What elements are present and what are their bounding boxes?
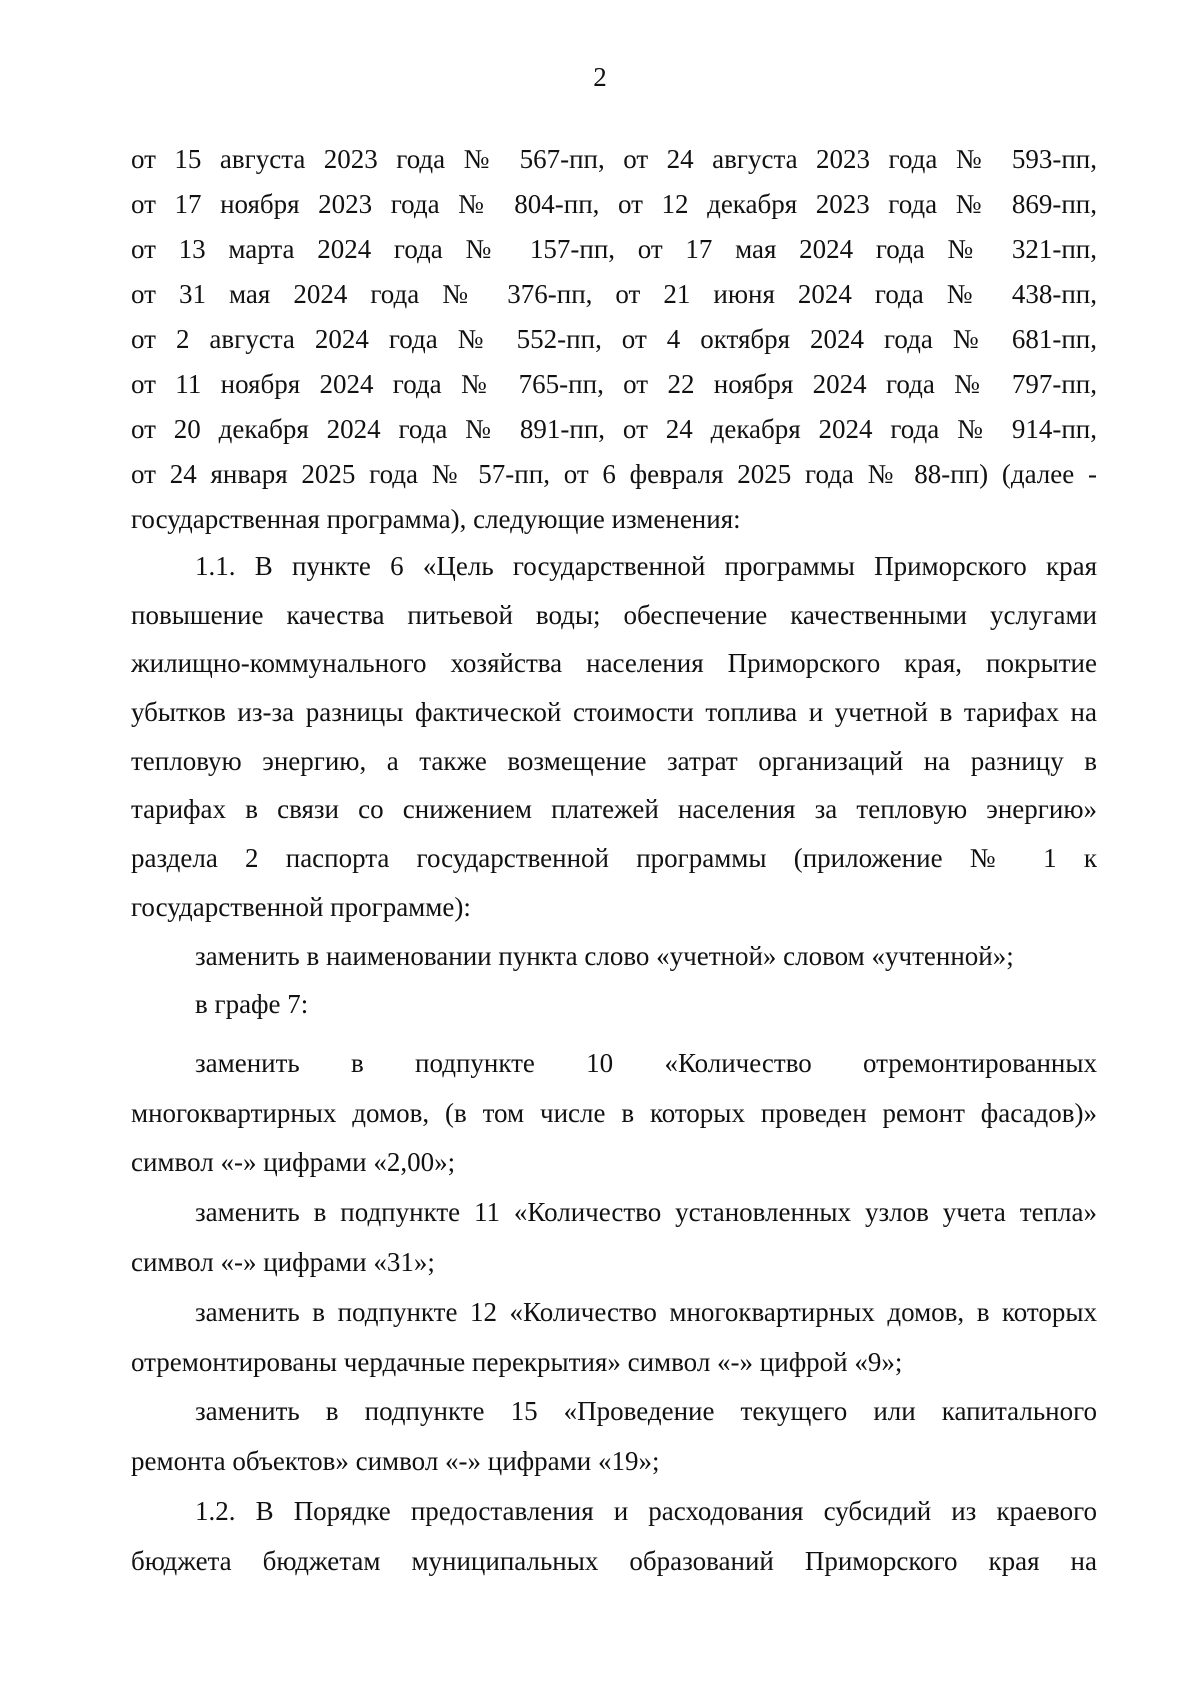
text-line: от 17 ноября 2023 года № 804-пп, от 12 декабря 2023 года № 869-пп, [131, 189, 1097, 219]
text-line: отремонтированы чердачные перекрытия» символ «-» цифрой «9»; [131, 1346, 903, 1377]
text-line: 1.1. В пункте 6 «Цель государственной программы Приморского края [195, 551, 1097, 581]
text-line: заменить в подпункте 10 «Количество отремонтированных [195, 1047, 1097, 1078]
text-line: раздела 2 паспорта государственной программы (приложение № 1 к [131, 843, 1097, 874]
text-line: символ «-» цифрами «2,00»; [131, 1147, 456, 1178]
text-line: от 24 января 2025 года № 57-пп, от 6 февраля 2025 года № 88-пп) (далее - [131, 459, 1097, 489]
text-line: заменить в подпункте 11 «Количество установленных узлов учета тепла» [195, 1197, 1097, 1228]
text-line: заменить в подпункте 15 «Проведение текущего или капитального [195, 1396, 1097, 1427]
text-line: заменить в наименовании пункта слово «учетной» словом «учтенной»; [195, 940, 1014, 971]
text-line: жилищно-коммунального хозяйства населения Приморского края, покрытие [131, 648, 1097, 679]
text-line: от 2 августа 2024 года № 552-пп, от 4 октября 2024 года № 681-пп, [131, 324, 1097, 354]
text-line: убытков из-за разницы фактической стоимости топлива и учетной в тарифах на [131, 697, 1097, 728]
text-line: тепловую энергию, а также возмещение затрат организаций на разницу в [131, 745, 1097, 776]
text-line: заменить в подпункте 12 «Количество многоквартирных домов, в которых [195, 1296, 1097, 1327]
text-line: от 20 декабря 2024 года № 891-пп, от 24 декабря 2024 года № 914-пп, [131, 414, 1097, 444]
spacer [131, 1029, 1097, 1039]
text-line: от 13 марта 2024 года № 157-пп, от 17 мая 2024 года № 321-пп, [131, 234, 1097, 264]
text-line: государственной программе): [131, 891, 471, 922]
text-line: 1.2. В Порядке предоставления и расходования субсидий из краевого [195, 1496, 1097, 1527]
text-line: государственная программа), следующие изменения: [131, 504, 741, 534]
text-line: символ «-» цифрами «31»; [131, 1247, 435, 1278]
page-number: 2 [593, 62, 607, 92]
text-line: тарифах в связи со снижением платежей населения за тепловую энергию» [131, 794, 1097, 825]
text-line: от 31 мая 2024 года № 376-пп, от 21 июня 2024 года № 438-пп, [131, 279, 1097, 309]
document-body [131, 137, 1097, 1587]
text-line: от 15 августа 2023 года № 567-пп, от 24 августа 2023 года № 593-пп, [131, 144, 1097, 174]
text-line: ремонта объектов» символ «-» цифрами «19»; [131, 1446, 660, 1477]
text-line: бюджета бюджетам муниципальных образований Приморского края на [131, 1545, 1097, 1576]
text-line: от 11 ноября 2024 года № 765-пп, от 22 ноября 2024 года № 797-пп, [131, 369, 1097, 399]
text-line: в графе 7: [195, 989, 309, 1020]
text-line: многоквартирных домов, (в том числе в которых проведен ремонт фасадов)» [131, 1097, 1097, 1128]
text-line: повышение качества питьевой воды; обеспечение качественными услугами [131, 599, 1097, 630]
